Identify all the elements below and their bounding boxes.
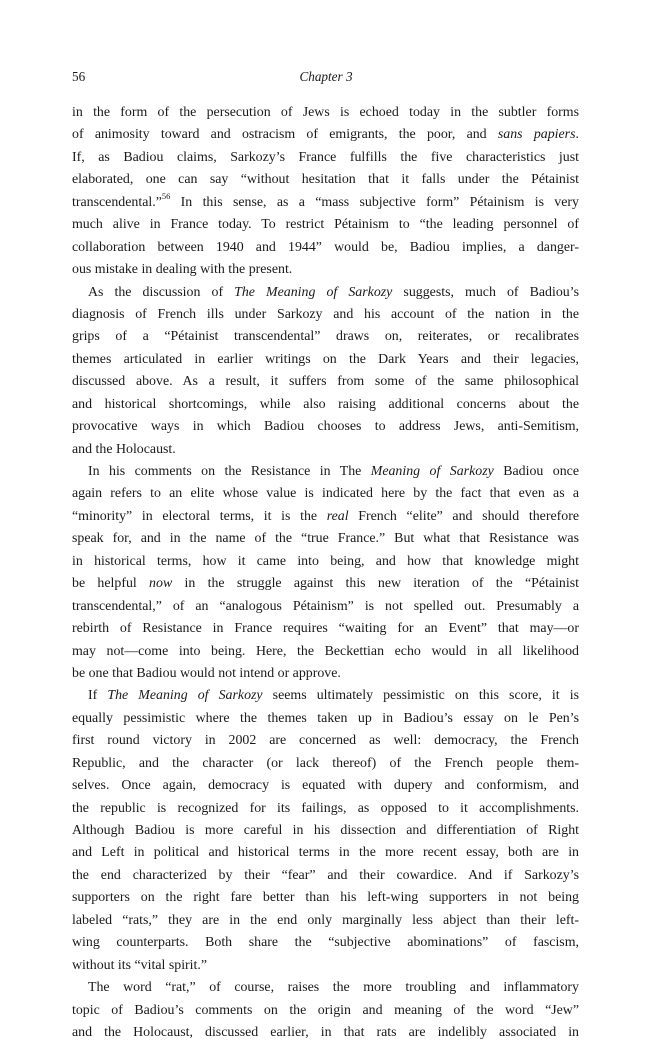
text-line: diagnosis of French ills under Sarkozy and his account of the nation in the — [72, 306, 579, 322]
text-line: be helpful now in the struggle against this new iteration of the “Pétainist — [72, 576, 579, 592]
chapter-title: Chapter 3 — [299, 69, 353, 84]
paragraph-first-line: The word “rat,” of course, raises the more troubling and inflammatory — [88, 980, 579, 996]
italic-text: The Meaning of Sarkozy — [234, 284, 393, 300]
text-line: speak for, and in the name of the “true France.” But what that Resistance was — [72, 531, 579, 547]
italic-text: The Meaning of Sarkozy — [107, 688, 263, 704]
text-line: equally pessimistic where the themes taken up in Badiou’s essay on le Pen’s — [72, 710, 579, 726]
text-line: provocative ways in which Badiou chooses to address Jews, anti-Semitism, — [72, 419, 579, 435]
text-line: the end characterized by their “fear” and their cowardice. And if Sarkozy’s — [72, 867, 579, 883]
italic-text: Meaning of Sarkozy — [370, 464, 494, 479]
text-line: ous mistake in dealing with the present. — [72, 262, 293, 278]
text-line: and the Holocaust. — [72, 441, 176, 457]
paragraph-first-line: If The Meaning of Sarkozy seems ultimately pessimistic on this score, it is — [88, 688, 579, 704]
text-line: be one that Badiou would not intend or approve. — [72, 665, 341, 681]
text-line: the republic is recognized for its failings, as opposed to it accomplishments. — [72, 800, 579, 816]
text-line: elaborated, one can say “without hesitation that it falls under the Pétainist — [72, 172, 579, 188]
text-line: and historical shortcomings, while also raising additional concerns about the — [72, 396, 579, 412]
body-text — [72, 102, 579, 1044]
text-line: without its “vital spirit.” — [72, 957, 208, 973]
text-line: Although Badiou is more careful in his dissection and differentiation of Right — [72, 823, 579, 838]
paragraph-first-line: in the form of the persecution of Jews is echoed today in the subtler forms — [72, 105, 579, 120]
text-line: “minority” in electoral terms, it is the real French “elite” and should therefore — [72, 508, 579, 524]
text-line: again refers to an elite whose value is indicated here by the fact that even as a — [72, 486, 579, 502]
text-line: discussed above. As a result, it suffers from some of the same philosophical — [72, 374, 579, 390]
text-line: much alive in France today. To restrict Pétainism to “the leading personnel of — [72, 217, 579, 233]
text-line: may not—come into being. Here, the Beckettian echo would in all likelihood — [72, 643, 579, 659]
text-line: topic of Badiou’s comments on the origin and meaning of the word “Jew” — [72, 1002, 579, 1018]
paragraph-first-line: As the discussion of The Meaning of Sarkozy suggests, much of Badiou’s — [88, 284, 579, 300]
text-line: rebirth of Resistance in France requires “waiting for an Event” that may—or — [72, 621, 579, 637]
page-number: 56 — [72, 69, 86, 84]
text-line: transcendental,” of an “analogous Pétainism” is not spelled out. Presumably a — [72, 598, 579, 614]
text-line: first round victory in 2002 are concerned as well: democracy, the French — [72, 733, 579, 749]
text-line: themes articulated in earlier writings on the Dark Years and their legacies, — [72, 351, 579, 367]
text-line: of animosity toward and ostracism of emigrants, the poor, and sans papiers. — [72, 127, 579, 143]
italic-text: real — [326, 508, 349, 524]
text-line: and Left in political and historical terms in the more recent essay, both are in — [72, 845, 579, 861]
text-line: If, as Badiou claims, Sarkozy’s France fulfills the five characteristics just — [72, 149, 579, 165]
text-line: selves. Once again, democracy is equated with dupery and conformism, and — [72, 778, 579, 794]
text-line: Republic, and the character (or lack thereof) of the French people them- — [72, 755, 579, 771]
text-line: supporters on the right fare better than his left-wing supporters in not being — [72, 890, 579, 906]
text-line: grips of a “Pétainist transcendental” draws on, reiterates, or recalibrates — [72, 329, 579, 345]
text-line: transcendental.”$^{56}$ In this sense, as a “mass subjective form” Pétainism is very — [72, 191, 579, 210]
paragraph-first-line: In his comments on the Resistance in The Meaning of Sarkozy Badiou once — [88, 464, 579, 479]
text-line: labeled “rats,” they are in the end only marginally less abject than their left- — [72, 912, 579, 928]
text-line: collaboration between 1940 and 1944” would be, Badiou implies, a danger- — [72, 239, 579, 255]
italic-text: sans papiers — [497, 127, 576, 143]
text-line: and the Holocaust, discussed earlier, in that rats are indelibly associated in — [72, 1024, 579, 1040]
text-line: wing counterparts. Both share the “subjective abominations” of fascism, — [72, 935, 579, 951]
running-head — [72, 66, 580, 88]
italic-text: now — [149, 576, 173, 592]
footnote-reference: 56 — [161, 191, 171, 201]
text-line: in historical terms, how it came into being, and how that knowledge might — [72, 553, 579, 569]
